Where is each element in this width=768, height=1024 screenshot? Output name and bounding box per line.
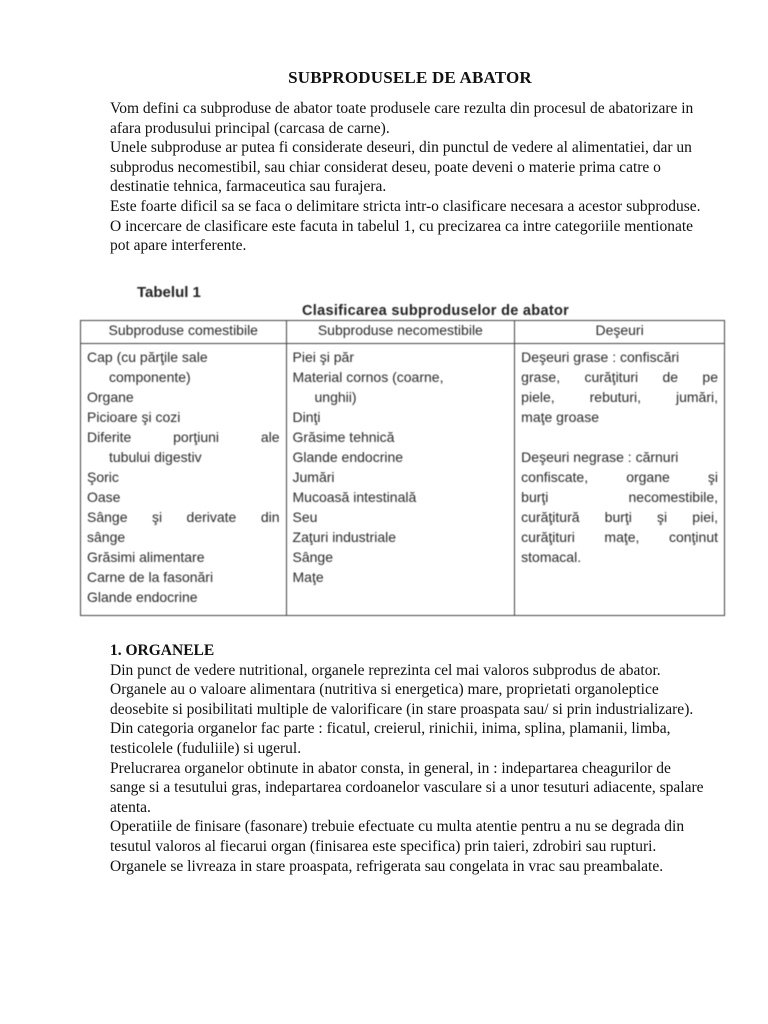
- table-cell-line: Deşeuri negrase : cărnuri: [521, 449, 679, 465]
- table-cell-line: burţi necomestibile,: [521, 489, 718, 505]
- table-cell-line: piele, rebuturi, jumări,: [521, 389, 718, 405]
- table-cell-line: curăţituri maţe, conţinut: [521, 529, 718, 545]
- document-title: SUBPRODUSELE DE ABATOR: [288, 68, 532, 87]
- organs-section: [110, 641, 710, 876]
- table-cell-line: Zaţuri industriale: [292, 529, 397, 545]
- inedible-cell: [286, 344, 515, 616]
- table-caption: Clasificarea subproduselor de abator: [302, 303, 570, 319]
- table-cell-line: maţe groase: [521, 409, 599, 425]
- table-cell-line: Mucoasă intestinală: [292, 489, 417, 505]
- table-cell-line: grase, curăţituri de pe: [521, 369, 718, 385]
- section-paragraph: Operatiile de finisare (fasonare) trebuie efectuate cu multa atentie pentru a nu se degrada din tesutul valoros al fiecarui organ (finisarea este specifica) prin taieri, zdrobiri sau rupturi.: [110, 818, 685, 855]
- classification-table: [80, 320, 725, 616]
- table-cell-line: curăţitură burţi şi piei,: [521, 509, 718, 525]
- table-cell-line: Dinţi: [292, 409, 321, 425]
- table-cell-line: Jumări: [292, 469, 335, 485]
- section-heading: 1. ORGANELE: [110, 642, 215, 659]
- section-paragraph: Organele se livreaza in stare proaspata, refrigerata sau congelata in vrac sau preambalate.: [110, 857, 664, 875]
- table-cell-line: Picioare şi cozi: [87, 409, 181, 425]
- intro-paragraph: O incercare de clasificare este facuta in tabelul 1, cu precizarea ca intre categoriile mentionate pot apare interferente.: [110, 217, 694, 255]
- table-label: Tabelul 1: [137, 284, 201, 301]
- table-cell-line: Grăsime tehnică: [292, 429, 395, 445]
- table-cell-line: Sânge: [292, 549, 333, 565]
- table-cell-line: tubului digestiv: [109, 449, 202, 465]
- table-cell-line: unghii): [314, 389, 357, 405]
- intro-paragraph: Vom defini ca subproduse de abator toate produsele care rezulta din procesul de abatorizare in afara produsului principal (carcasa de carne).: [110, 100, 694, 137]
- section-paragraph: Din categoria organelor fac parte : ficatul, creierul, rinichii, inima, splina, plamanii, limba, testicolele (fuduliile) si ugerul.: [110, 720, 671, 757]
- intro-paragraph: Este foarte dificil sa se faca o delimitare stricta intr-o clasificare necesara a acestor subproduse.: [110, 197, 701, 215]
- table-cell-line: Şoric: [87, 469, 119, 485]
- table-cell-line: Diferite porţiuni ale: [87, 429, 280, 445]
- header-waste: Deşeuri: [515, 321, 725, 344]
- table-cell-line: componente): [109, 369, 191, 385]
- intro-text: [110, 99, 710, 256]
- table-cell-line: Cap (cu părţile sale: [87, 349, 208, 365]
- table-cell-line: confiscate, organe şi: [521, 469, 718, 485]
- table-cell-line: Piei şi păr: [292, 349, 354, 365]
- edible-cell: [81, 344, 287, 616]
- table-cell-line: Deşeuri grase : confiscări: [521, 349, 680, 365]
- table-cell-line: Organe: [87, 389, 134, 405]
- header-inedible: Subproduse necomestibile: [286, 321, 515, 344]
- table-cell-line: Carne de la fasonări: [87, 569, 214, 585]
- table-cell-line: Oase: [87, 489, 121, 505]
- table-cell-line: Seu: [292, 509, 318, 525]
- table-cell-line: Sânge şi derivate din: [87, 509, 280, 525]
- section-paragraph: Din punct de vedere nutritional, organele reprezinta cel mai valoros subprodus de abator. Organele au o valoare alimentara (nutritiva si energetica) mare, proprietati organoleptice deosebite si posibilitati multiple de valorificare (in stare proaspata sau/ si prin industrializare).: [110, 661, 694, 718]
- intro-paragraph: Unele subproduse ar putea fi considerate deseuri, din punctul de vedere al alimentatiei, dar un subprodus necomestibil, sau chiar considerat deseu, poate deveni o materie prima catre o destinatie tehnica, farmaceutica sau furajera.: [110, 139, 692, 196]
- table-row: [81, 344, 725, 616]
- table-cell-line: Glande endocrine: [87, 589, 198, 605]
- waste-cell: [515, 344, 725, 616]
- table-cell-line: Glande endocrine: [292, 449, 404, 465]
- section-paragraph: Prelucrarea organelor obtinute in abator consta, in general, in : indepartarea cheagurilor de sange si a tesutului gras, indepartarea cordoanelor vasculare si a unor tesuturi adiacente, spalare atenta.: [110, 759, 704, 816]
- header-edible: Subproduse comestibile: [81, 321, 287, 344]
- table-cell-line: Material cornos (coarne,: [292, 369, 444, 385]
- table-cell-line: sânge: [87, 529, 126, 545]
- table-cell-line: Maţe: [292, 569, 324, 585]
- table-header-row: [81, 321, 725, 344]
- table-cell-line: stomacal.: [521, 549, 582, 565]
- table-cell-line: Grăsimi alimentare: [87, 549, 205, 565]
